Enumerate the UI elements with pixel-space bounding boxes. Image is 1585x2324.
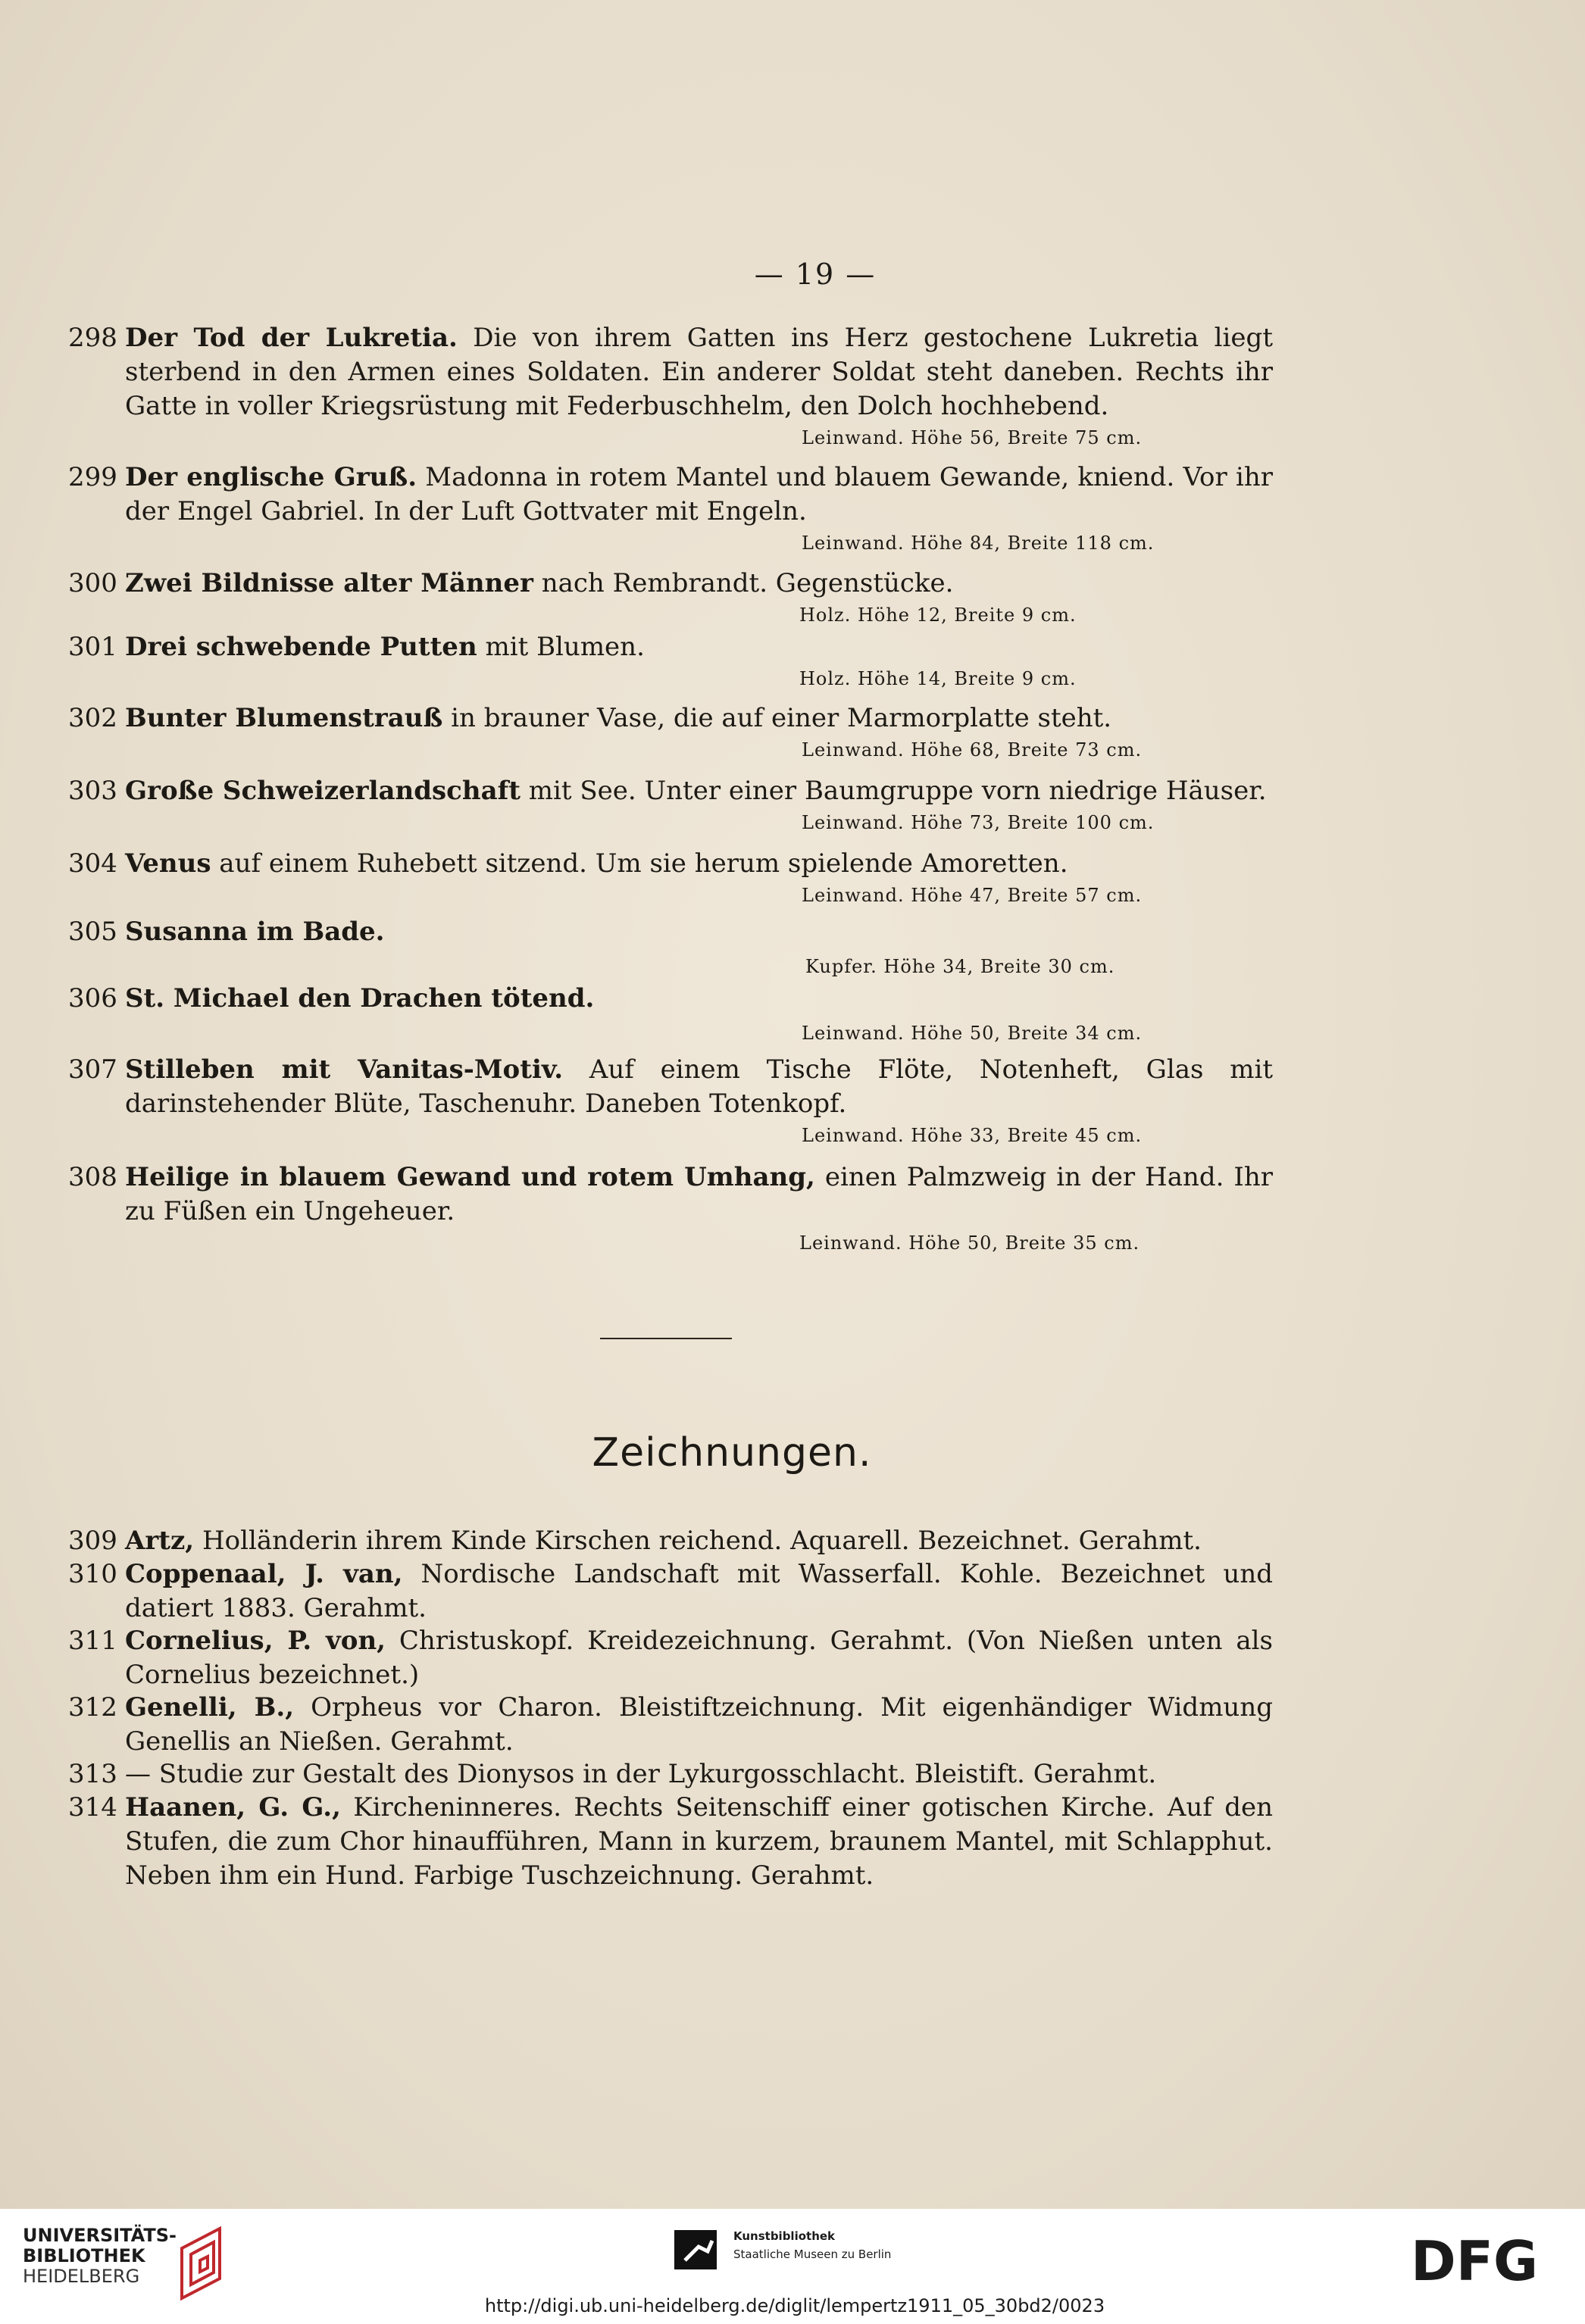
entry-description — [125, 630, 1273, 664]
entry-title: Der Tod der Lukretia. — [125, 323, 458, 353]
entry-description — [125, 461, 1273, 529]
entry-description — [125, 1557, 1273, 1626]
entry-title: Heilige in blauem Gewand und rotem Umhang, — [125, 1162, 815, 1192]
catalogue-entry — [68, 982, 1273, 1045]
entry-text: Madonna in rotem Mantel und blauem Gewande, kniend. Vor ihr der Engel Gabriel. In der Luft Gottvater mit Engeln. — [125, 462, 1273, 526]
entry-title: Bunter Blumenstrauß — [125, 703, 443, 733]
entry-number: 303 — [68, 776, 117, 806]
entry-description — [125, 1160, 1273, 1229]
entry-number: 311 — [68, 1626, 117, 1656]
catalogue-entry — [68, 915, 1273, 978]
page-number: — 19 — — [754, 258, 877, 291]
kunstbibliothek-title: Kunstbibliothek — [733, 2229, 836, 2243]
drawing-entry — [68, 1557, 1273, 1626]
entry-text: auf einem Ruhebett sitzend. Um sie herum spielende Amoretten. — [211, 848, 1068, 879]
entry-title: Haanen, G. G., — [125, 1792, 341, 1823]
kunstbibliothek-mark-icon — [674, 2227, 720, 2272]
catalogue-entry — [68, 461, 1273, 558]
entry-text: Christuskopf. Kreidezeichnung. Gerahmt. (Von Nießen unten als Cornelius bezeichnet.) — [125, 1626, 1273, 1690]
entry-description — [125, 1053, 1273, 1121]
entry-title: Venus — [125, 848, 211, 879]
drawing-entry — [68, 1757, 1273, 1791]
entry-title: Große Schweizerlandschaft — [125, 776, 521, 806]
entry-description — [125, 567, 1273, 601]
dfg-mark-icon — [1411, 2235, 1562, 2288]
entry-description — [125, 1791, 1273, 1893]
entry-dimensions: Leinwand. Höhe 33, Breite 45 cm. — [802, 1125, 1143, 1146]
catalogue-entry — [68, 774, 1273, 837]
entry-text: Auf einem Tische Flöte, Notenheft, Glas mit darinstehender Blüte, Taschenuhr. Daneben Totenkopf. — [125, 1054, 1273, 1119]
drawing-entry — [68, 1624, 1273, 1692]
entry-dimensions: Holz. Höhe 12, Breite 9 cm. — [799, 604, 1077, 626]
entry-title: St. Michael den Drachen tötend. — [125, 983, 595, 1014]
entry-number: 300 — [68, 568, 117, 598]
entry-dimensions: Leinwand. Höhe 68, Breite 73 cm. — [802, 739, 1143, 761]
catalogue-entry — [68, 567, 1273, 629]
entry-dimensions: Leinwand. Höhe 73, Breite 100 cm. — [802, 812, 1155, 833]
kunstbibliothek-subtitle: Staatliche Museen zu Berlin — [733, 2247, 892, 2261]
entry-text: in brauner Vase, die auf einer Marmorplatte steht. — [442, 703, 1112, 733]
entry-dimensions: Leinwand. Höhe 50, Breite 34 cm. — [802, 1023, 1143, 1044]
entry-title: Coppenaal, J. van, — [125, 1559, 403, 1589]
entry-title: Genelli, B., — [125, 1692, 295, 1723]
entry-description — [125, 915, 1273, 949]
catalogue-entry — [68, 630, 1273, 693]
entry-dimensions: Leinwand. Höhe 47, Breite 57 cm. — [802, 885, 1143, 906]
drawing-entry — [68, 1524, 1273, 1558]
entry-dimensions: Holz. Höhe 14, Breite 9 cm. — [799, 668, 1077, 689]
source-url: http://digi.ub.uni-heidelberg.de/diglit/lempertz1911_05_30bd2/0023 — [484, 2295, 1105, 2316]
kunstbibliothek-name — [733, 2227, 891, 2263]
entry-description — [125, 847, 1273, 881]
entry-number: 309 — [68, 1526, 117, 1556]
library-line-2: BIBLIOTHEK — [23, 2245, 145, 2266]
catalogue-entry — [68, 701, 1273, 764]
section-heading: Zeichnungen. — [592, 1430, 872, 1476]
entry-number: 305 — [68, 917, 117, 947]
entry-text: Orpheus vor Charon. Bleistiftzeichnung. Mit eigenhändiger Widmung Genellis an Nießen. Gerahmt. — [125, 1692, 1273, 1757]
entry-description — [125, 321, 1273, 423]
entry-title: Cornelius, P. von, — [125, 1626, 386, 1656]
catalogue-entry — [68, 321, 1273, 452]
library-name — [23, 2226, 177, 2287]
entry-dimensions: Leinwand. Höhe 50, Breite 35 cm. — [799, 1232, 1140, 1254]
entry-description — [125, 1624, 1273, 1692]
entry-title: Zwei Bildnisse alter Männer — [125, 568, 533, 598]
entry-description — [125, 1524, 1273, 1558]
entry-description — [125, 1757, 1273, 1791]
entry-text: Holländerin ihrem Kinde Kirschen reichend. Aquarell. Bezeichnet. Gerahmt. — [194, 1526, 1202, 1556]
entry-text: nach Rembrandt. Gegenstücke. — [533, 568, 954, 598]
entry-dimensions: Leinwand. Höhe 84, Breite 118 cm. — [802, 533, 1155, 554]
entry-title: Der englische Gruß. — [125, 462, 417, 492]
entry-title: Drei schwebende Putten — [125, 632, 477, 662]
entry-description — [125, 701, 1273, 736]
entry-text: mit See. Unter einer Baumgruppe vorn niedrige Häuser. — [520, 776, 1267, 806]
entry-description — [125, 774, 1273, 808]
entry-dimensions: Kupfer. Höhe 34, Breite 30 cm. — [805, 956, 1115, 977]
entry-description — [125, 1691, 1273, 1759]
entry-number: 310 — [68, 1559, 117, 1589]
entry-description — [125, 982, 1273, 1016]
entry-text: mit Blumen. — [477, 632, 645, 662]
entry-number: 312 — [68, 1692, 117, 1723]
library-line-1: UNIVERSITÄTS- — [23, 2225, 177, 2246]
entry-text: Nordische Landschaft mit Wasserfall. Kohle. Bezeichnet und datiert 1883. Gerahmt. — [125, 1559, 1273, 1623]
entry-title: Artz, — [125, 1526, 195, 1556]
entry-title: Stilleben mit Vanitas-Motiv. — [125, 1054, 564, 1085]
drawing-entry — [68, 1791, 1273, 1893]
entry-number: 298 — [68, 323, 117, 353]
entry-number: 301 — [68, 632, 117, 662]
entry-title: Susanna im Bade. — [125, 917, 385, 947]
dfg-logo — [1411, 2235, 1562, 2291]
entry-number: 299 — [68, 462, 117, 492]
catalogue-entry — [68, 1053, 1273, 1150]
entry-number: 306 — [68, 983, 117, 1014]
entry-text: Kircheninneres. Rechts Seitenschiff einer gotischen Kirche. Auf den Stufen, die zum Chor hinaufführen, Mann in kurzem, braunem Mantel, mit Schlapphut. Neben ihm ein Hund. Farbige Tuschzeichnung. Gerahmt. — [125, 1792, 1273, 1891]
entry-text: — Studie zur Gestalt des Dionysos in der Lykurgosschlacht. Bleistift. Gerahmt. — [125, 1759, 1157, 1789]
drawing-entry — [68, 1691, 1273, 1759]
entry-number: 308 — [68, 1162, 117, 1192]
entry-number: 302 — [68, 703, 117, 733]
entry-number: 313 — [68, 1759, 117, 1789]
entry-number: 314 — [68, 1792, 117, 1823]
entry-number: 307 — [68, 1054, 117, 1085]
entry-text: einen Palmzweig in der Hand. Ihr zu Füßen ein Ungeheuer. — [125, 1162, 1273, 1226]
entry-number: 304 — [68, 848, 117, 879]
library-line-3: HEIDELBERG — [23, 2266, 140, 2287]
section-divider — [600, 1338, 732, 1339]
entry-text: Die von ihrem Gatten ins Herz gestochene Lukretia liegt sterbend in den Armen eines Soldaten. Ein anderer Soldat steht daneben. Rechts ihr Gatte in voller Kriegsrüstung mit Federbuschhelm, den Dolch hochhebend. — [125, 323, 1273, 421]
kunstbibliothek-logo — [674, 2227, 977, 2288]
catalogue-entry — [68, 1160, 1273, 1257]
entry-dimensions: Leinwand. Höhe 56, Breite 75 cm. — [802, 427, 1143, 448]
dfg-text: DFG — [1411, 2235, 1539, 2288]
catalogue-entry — [68, 847, 1273, 910]
